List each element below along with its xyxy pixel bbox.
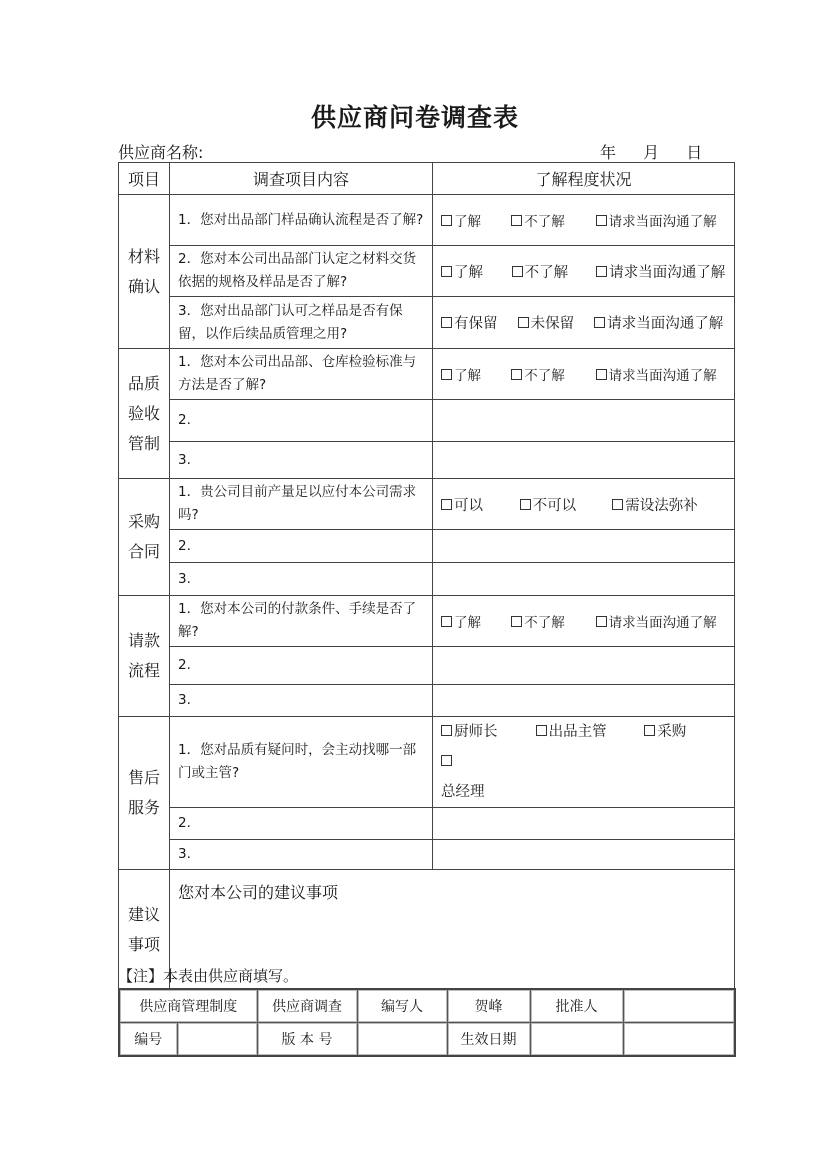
answer-options bbox=[433, 349, 735, 400]
table-row bbox=[119, 685, 735, 717]
answer-cell[interactable] bbox=[433, 563, 735, 596]
category-suggestion: 建议 事项 bbox=[119, 870, 170, 991]
checkbox-option[interactable]: 请求当面沟通了解 bbox=[596, 611, 717, 631]
answer-cell[interactable] bbox=[433, 442, 735, 479]
table-row bbox=[119, 349, 735, 400]
checkbox-option[interactable]: 了解 bbox=[441, 210, 507, 230]
question-text: 3．您对出品部门认可之样品是否有保留，以作后续品质管理之用? bbox=[170, 297, 433, 349]
table-row bbox=[119, 717, 735, 808]
question-text: 2．您对本公司出品部门认定之材料交货依据的规格及样品是否了解? bbox=[170, 246, 433, 297]
approver-value[interactable] bbox=[623, 989, 735, 1023]
checkbox-option[interactable]: 请求当面沟通了解 bbox=[596, 261, 725, 282]
answer-cell[interactable] bbox=[433, 530, 735, 563]
question-text: 3. bbox=[170, 685, 433, 717]
checkbox-option[interactable]: 不了解 bbox=[512, 261, 592, 282]
number-label: 编号 bbox=[119, 1023, 177, 1057]
question-text: 1．您对品质有疑问时，会主动找哪一部门或主管? bbox=[170, 717, 433, 808]
author-label: 编写人 bbox=[357, 989, 447, 1023]
table-row bbox=[119, 840, 735, 870]
answer-cell[interactable] bbox=[433, 400, 735, 442]
question-text: 1．您对本公司出品部、仓库检验标准与方法是否了解? bbox=[170, 349, 433, 400]
checkbox-option[interactable]: 请求当面沟通了解 bbox=[596, 210, 717, 230]
table-row bbox=[119, 989, 735, 1023]
answer-cell[interactable] bbox=[433, 840, 735, 870]
policy-name: 供应商管理制度 bbox=[119, 989, 257, 1023]
version-label: 版 本 号 bbox=[257, 1023, 357, 1057]
checkbox-option[interactable]: 了解 bbox=[441, 261, 507, 282]
approver-label: 批准人 bbox=[530, 989, 623, 1023]
answer-options bbox=[433, 717, 735, 808]
category-purchase: 采购 合同 bbox=[119, 479, 170, 596]
table-row bbox=[119, 400, 735, 442]
table-row bbox=[119, 297, 735, 349]
checkbox-box[interactable] bbox=[441, 755, 452, 766]
doc-control-table bbox=[118, 988, 736, 1057]
answer-options bbox=[433, 297, 735, 349]
question-text: 3. bbox=[170, 442, 433, 479]
header-content: 调查项目内容 bbox=[170, 163, 433, 195]
question-text: 2. bbox=[170, 808, 433, 840]
checkbox-option[interactable]: 不了解 bbox=[511, 611, 591, 631]
checkbox-option[interactable]: 采购 bbox=[644, 717, 720, 747]
form-note: 【注】本表由供应商填写。 bbox=[118, 967, 299, 985]
table-row bbox=[119, 479, 735, 530]
answer-options bbox=[433, 246, 735, 297]
question-text: 1．贵公司目前产量足以应付本公司需求吗? bbox=[170, 479, 433, 530]
checkbox-option[interactable]: 不可以 bbox=[520, 494, 608, 515]
checkbox-option[interactable]: 厨师长 bbox=[441, 717, 531, 747]
version-value[interactable] bbox=[357, 1023, 447, 1057]
checkbox-option[interactable]: 不了解 bbox=[511, 210, 591, 230]
year-label: 年 bbox=[600, 143, 617, 162]
extra-cell[interactable] bbox=[623, 1023, 735, 1057]
month-label: 月 bbox=[643, 143, 660, 162]
date-line bbox=[600, 140, 724, 163]
checkbox-option[interactable]: 请求当面沟通了解 bbox=[594, 312, 723, 333]
question-text: 1．您对本公司的付款条件、手续是否了解? bbox=[170, 596, 433, 647]
checkbox-option[interactable]: 不了解 bbox=[511, 364, 591, 384]
answer-cell[interactable] bbox=[433, 647, 735, 685]
checkbox-option[interactable]: 出品主管 bbox=[536, 717, 640, 747]
question-text: 1．您对出品部门样品确认流程是否了解? bbox=[170, 195, 433, 246]
table-row bbox=[119, 246, 735, 297]
page-title: 供应商问卷调查表 bbox=[310, 103, 519, 132]
checkbox-option[interactable]: 需设法弥补 bbox=[612, 494, 698, 515]
answer-options bbox=[433, 195, 735, 246]
table-row bbox=[119, 530, 735, 563]
suggestion-field[interactable]: 您对本公司的建议事项 bbox=[170, 870, 735, 991]
day-label: 日 bbox=[686, 143, 703, 162]
category-material: 材料 确认 bbox=[119, 195, 170, 349]
doc-type: 供应商调查 bbox=[257, 989, 357, 1023]
table-row bbox=[119, 596, 735, 647]
answer-options bbox=[433, 479, 735, 530]
table-row bbox=[119, 442, 735, 479]
table-row bbox=[119, 647, 735, 685]
effective-date-value[interactable] bbox=[530, 1023, 623, 1057]
question-text: 2. bbox=[170, 647, 433, 685]
header-item: 项目 bbox=[119, 163, 170, 195]
table-row bbox=[119, 195, 735, 246]
category-quality: 品质 验收 管制 bbox=[119, 349, 170, 479]
author-value: 贺峰 bbox=[447, 989, 530, 1023]
table-header-row bbox=[119, 163, 735, 195]
checkbox-option[interactable]: 请求当面沟通了解 bbox=[596, 364, 717, 384]
category-payment: 请款 流程 bbox=[119, 596, 170, 717]
checkbox-option[interactable]: 可以 bbox=[441, 494, 515, 515]
header-status: 了解程度状况 bbox=[433, 163, 735, 195]
checkbox-option[interactable]: 了解 bbox=[441, 364, 507, 384]
survey-table bbox=[118, 162, 735, 991]
table-row bbox=[119, 1023, 735, 1057]
checkbox-option-label: 总经理 bbox=[441, 784, 485, 800]
question-text: 3. bbox=[170, 563, 433, 596]
table-row bbox=[119, 808, 735, 840]
checkbox-option[interactable]: 未保留 bbox=[518, 312, 590, 333]
supplier-name-label: 供应商名称: bbox=[118, 143, 204, 162]
question-text: 2. bbox=[170, 400, 433, 442]
answer-cell[interactable] bbox=[433, 808, 735, 840]
answer-options bbox=[433, 596, 735, 647]
checkbox-option[interactable]: 了解 bbox=[441, 611, 507, 631]
question-text: 3. bbox=[170, 840, 433, 870]
category-aftersales: 售后 服务 bbox=[119, 717, 170, 870]
table-row bbox=[119, 563, 735, 596]
answer-cell[interactable] bbox=[433, 685, 735, 717]
number-value[interactable] bbox=[177, 1023, 257, 1057]
question-text: 2. bbox=[170, 530, 433, 563]
checkbox-option[interactable]: 有保留 bbox=[441, 312, 513, 333]
effective-date-label: 生效日期 bbox=[447, 1023, 530, 1057]
